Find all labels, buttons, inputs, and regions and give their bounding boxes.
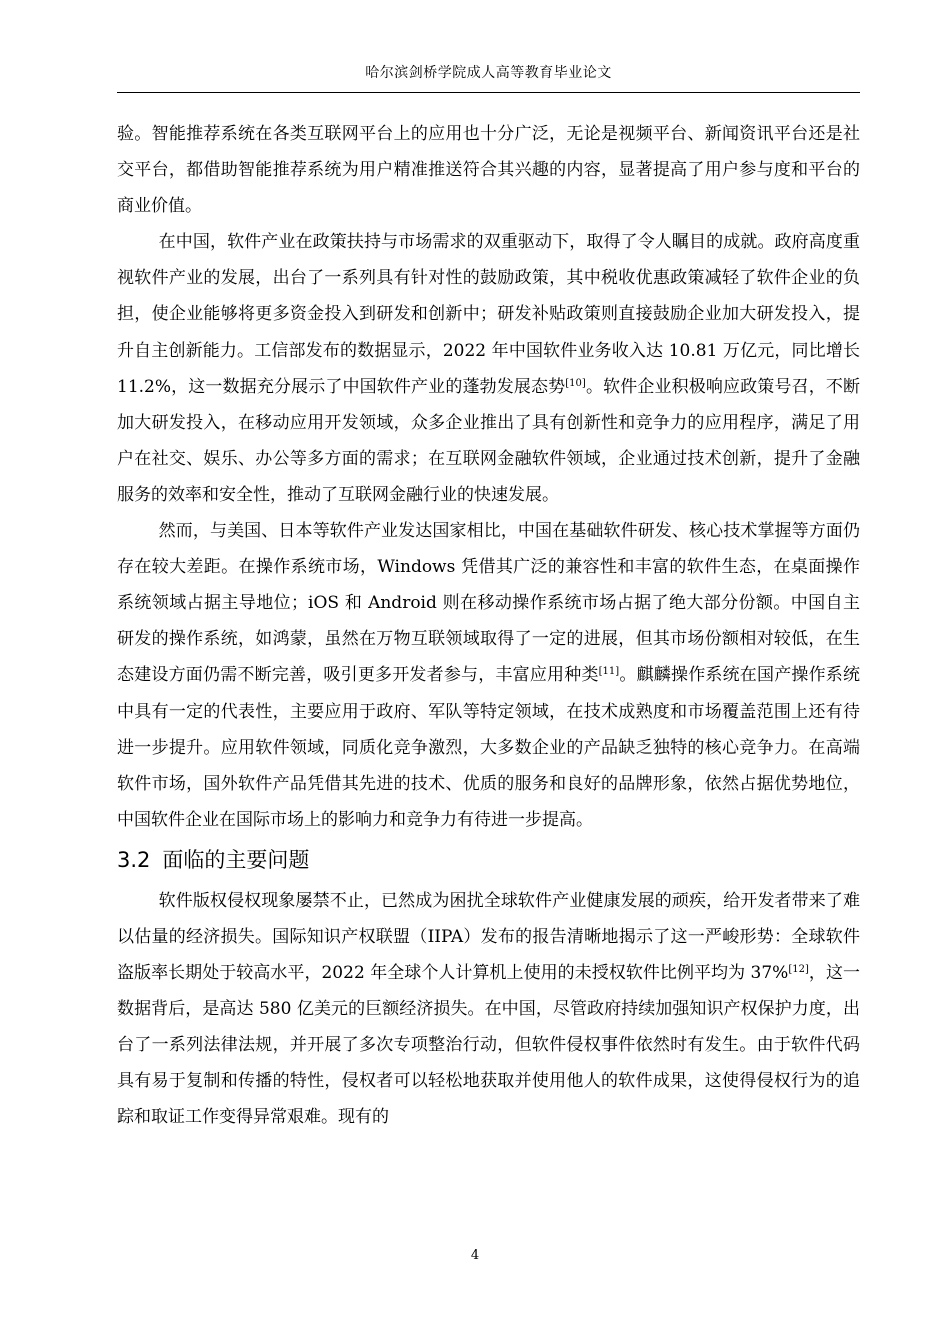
paragraph-text: ，这一数据背后，是高达 580 亿美元的巨额经济损失。在中国，尽管政府持续加强知识产权保护力度，出台了一系列法律法规，并开展了多次专项整治行动，但软件侵权事件依然时有发生。由于软件代码具有易于复制和传播的特性，侵权者可以轻松地获取并使用他人的软件成果，这使得侵权行为的追踪和取证工作变得异常艰难。现有的 (117, 963, 860, 1128)
paragraph-copyright-infringement (117, 883, 860, 1136)
running-header: 哈尔滨剑桥学院成人高等教育毕业论文 (365, 65, 612, 81)
paragraph-text: 。麒麟操作系统在国产操作系统中具有一定的代表性，主要应用于政府、军队等特定领域，在技术成熟度和市场覆盖范围上还有待进一步提升。应用软件领域，同质化竞争激烈，大多数企业的产品缺乏独特的核心竞争力。在高端软件市场，国外软件产品凭借其先进的技术、优质的服务和良好的品牌形象，依然占据优势地位，中国软件企业在国际市场上的影响力和竞争力有待进一步提高。 (117, 665, 861, 830)
paragraph-text: 在中国，软件产业在政策扶持与市场需求的双重驱动下，取得了令人瞩目的成就。政府高度重视软件产业的发展，出台了一系列具有针对性的鼓励政策，其中税收优惠政策减轻了软件企业的负担，使企业能够将更多资金投入到研发和创新中；研发补贴政策则直接鼓励企业加大研发投入，提升自主创新能力。工信部发布的数据显示，2022 年中国软件业务收入达 10.81 万亿元，同比增长 11.2%，这一数据充分展示了中国软件产业的蓬勃发展态势 (117, 232, 860, 397)
page-number: 4 (470, 1248, 480, 1263)
section-number: 3.2 (117, 847, 151, 872)
paragraph-text: 然而，与美国、日本等软件产业发达国家相比，中国在基础软件研发、核心技术掌握等方面仍存在较大差距。在操作系统市场，Windows 凭借其广泛的兼容性和丰富的软件生态，在桌面操作系统领域占据主导地位；iOS 和 Android 则在移动操作系统市场占据了绝大部分份额。中国自主研发的操作系统，如鸿蒙，虽然在万物互联领域取得了一定的进展，但其市场份额相对较低，在生态建设方面仍需不断完善，吸引更多开发者参与，丰富应用种类 (117, 521, 860, 686)
header-rule (117, 92, 860, 93)
paragraph-continued (117, 116, 860, 224)
citation-11: [11] (598, 666, 620, 678)
citation-12: [12] (788, 964, 809, 976)
paragraph-gap-with-developed-countries (117, 513, 860, 838)
paragraph-china-software-industry (117, 224, 860, 513)
paragraph-text: 。软件企业积极响应政策号召，不断加大研发投入，在移动应用开发领域，众多企业推出了具有创新性和竞争力的应用程序，满足了用户在社交、娱乐、办公等多方面的需求；在互联网金融软件领域，企业通过技术创新，提升了金融服务的效率和安全性，推动了互联网金融行业的快速发展。 (117, 376, 860, 505)
paragraph-text: 软件版权侵权现象屡禁不止，已然成为困扰全球软件产业健康发展的顽疾，给开发者带来了难以估量的经济损失。国际知识产权联盟（IIPA）发布的报告清晰地揭示了这一严峻形势：全球软件盗版率长期处于较高水平，2022 年全球个人计算机上使用的未授权软件比例平均为 37% (117, 890, 860, 984)
paragraph-text: 验。智能推荐系统在各类互联网平台上的应用也十分广泛，无论是视频平台、新闻资讯平台还是社交平台，都借助智能推荐系统为用户精准推送符合其兴趣的内容，显著提高了用户参与度和平台的商业价值。 (117, 124, 860, 217)
section-heading (117, 838, 860, 883)
document-body (117, 116, 860, 1136)
citation-10: [10] (565, 377, 586, 389)
section-title: 面临的主要问题 (162, 847, 310, 872)
